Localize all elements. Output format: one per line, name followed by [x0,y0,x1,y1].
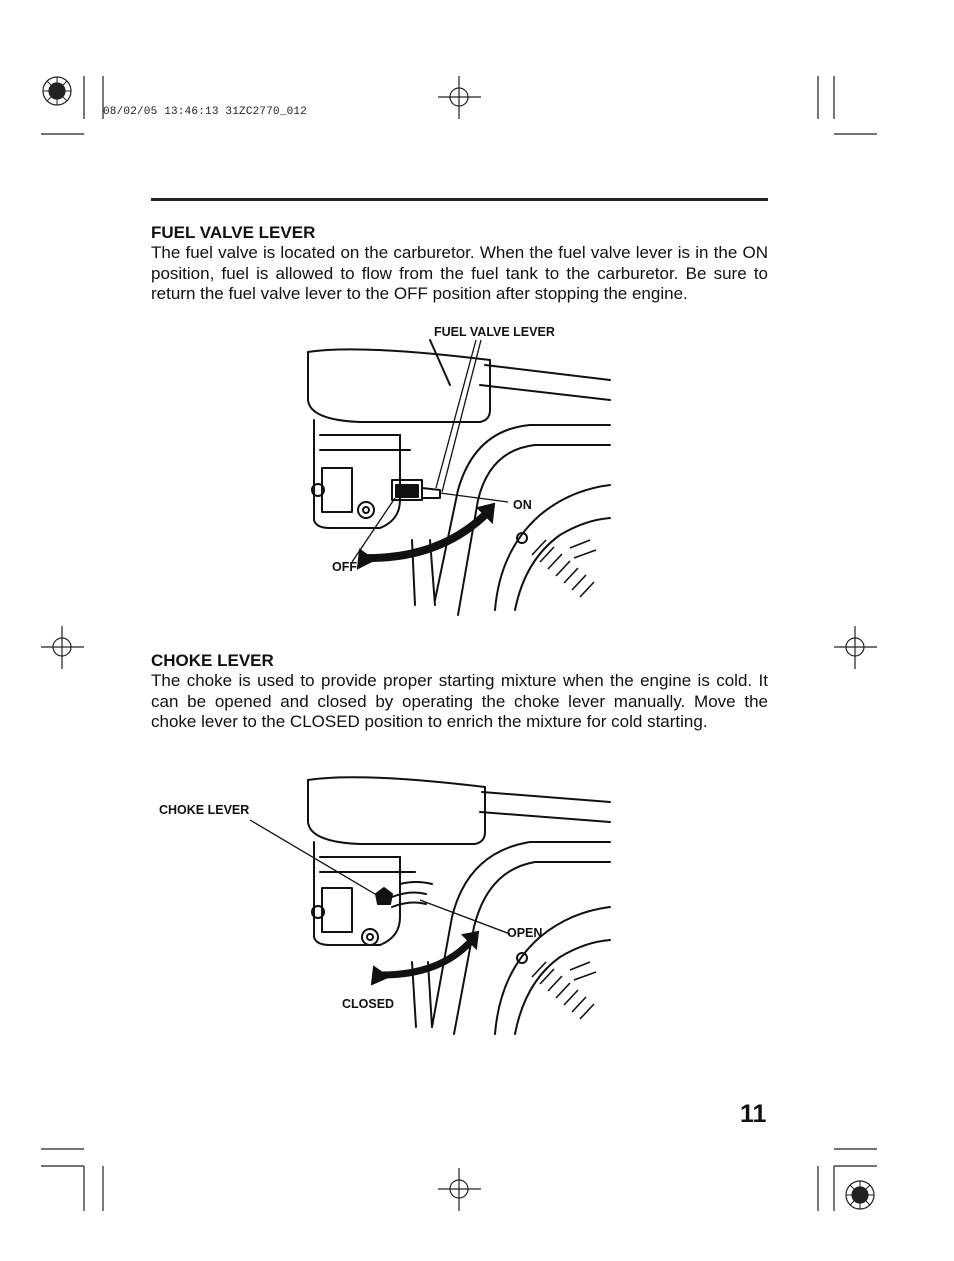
print-timestamp: 08/02/05 13:46:13 31ZC2770_012 [103,106,308,118]
page-number: 11 [740,1100,767,1128]
fuel-valve-lever-label: FUEL VALVE LEVER [434,325,555,339]
choke-paragraph: The choke is used to provide proper starting mixture when the engine is cold. It can be opened and closed by operating the choke lever manually. Move the choke lever to the CLOSED position to enrich the mixture for cold starting. [151,671,768,732]
fuel-valve-paragraph: The fuel valve is located on the carburetor. When the fuel valve lever is in the ON position, fuel is allowed to flow from the fuel tank to the carburetor. Be sure to return the fuel valve lever to the OFF position after stopping the engine. [151,243,768,304]
header-rule [151,198,768,201]
choke-lever-illustration [300,772,620,1034]
fuel-valve-on-label: ON [513,498,532,512]
choke-lever-label: CHOKE LEVER [159,803,250,817]
fuel-valve-off-label: OFF [332,560,357,574]
choke-heading: CHOKE LEVER [151,651,274,670]
fuel-valve-heading: FUEL VALVE LEVER [151,223,316,242]
choke-closed-label: CLOSED [342,997,395,1011]
choke-open-label: OPEN [507,926,543,940]
